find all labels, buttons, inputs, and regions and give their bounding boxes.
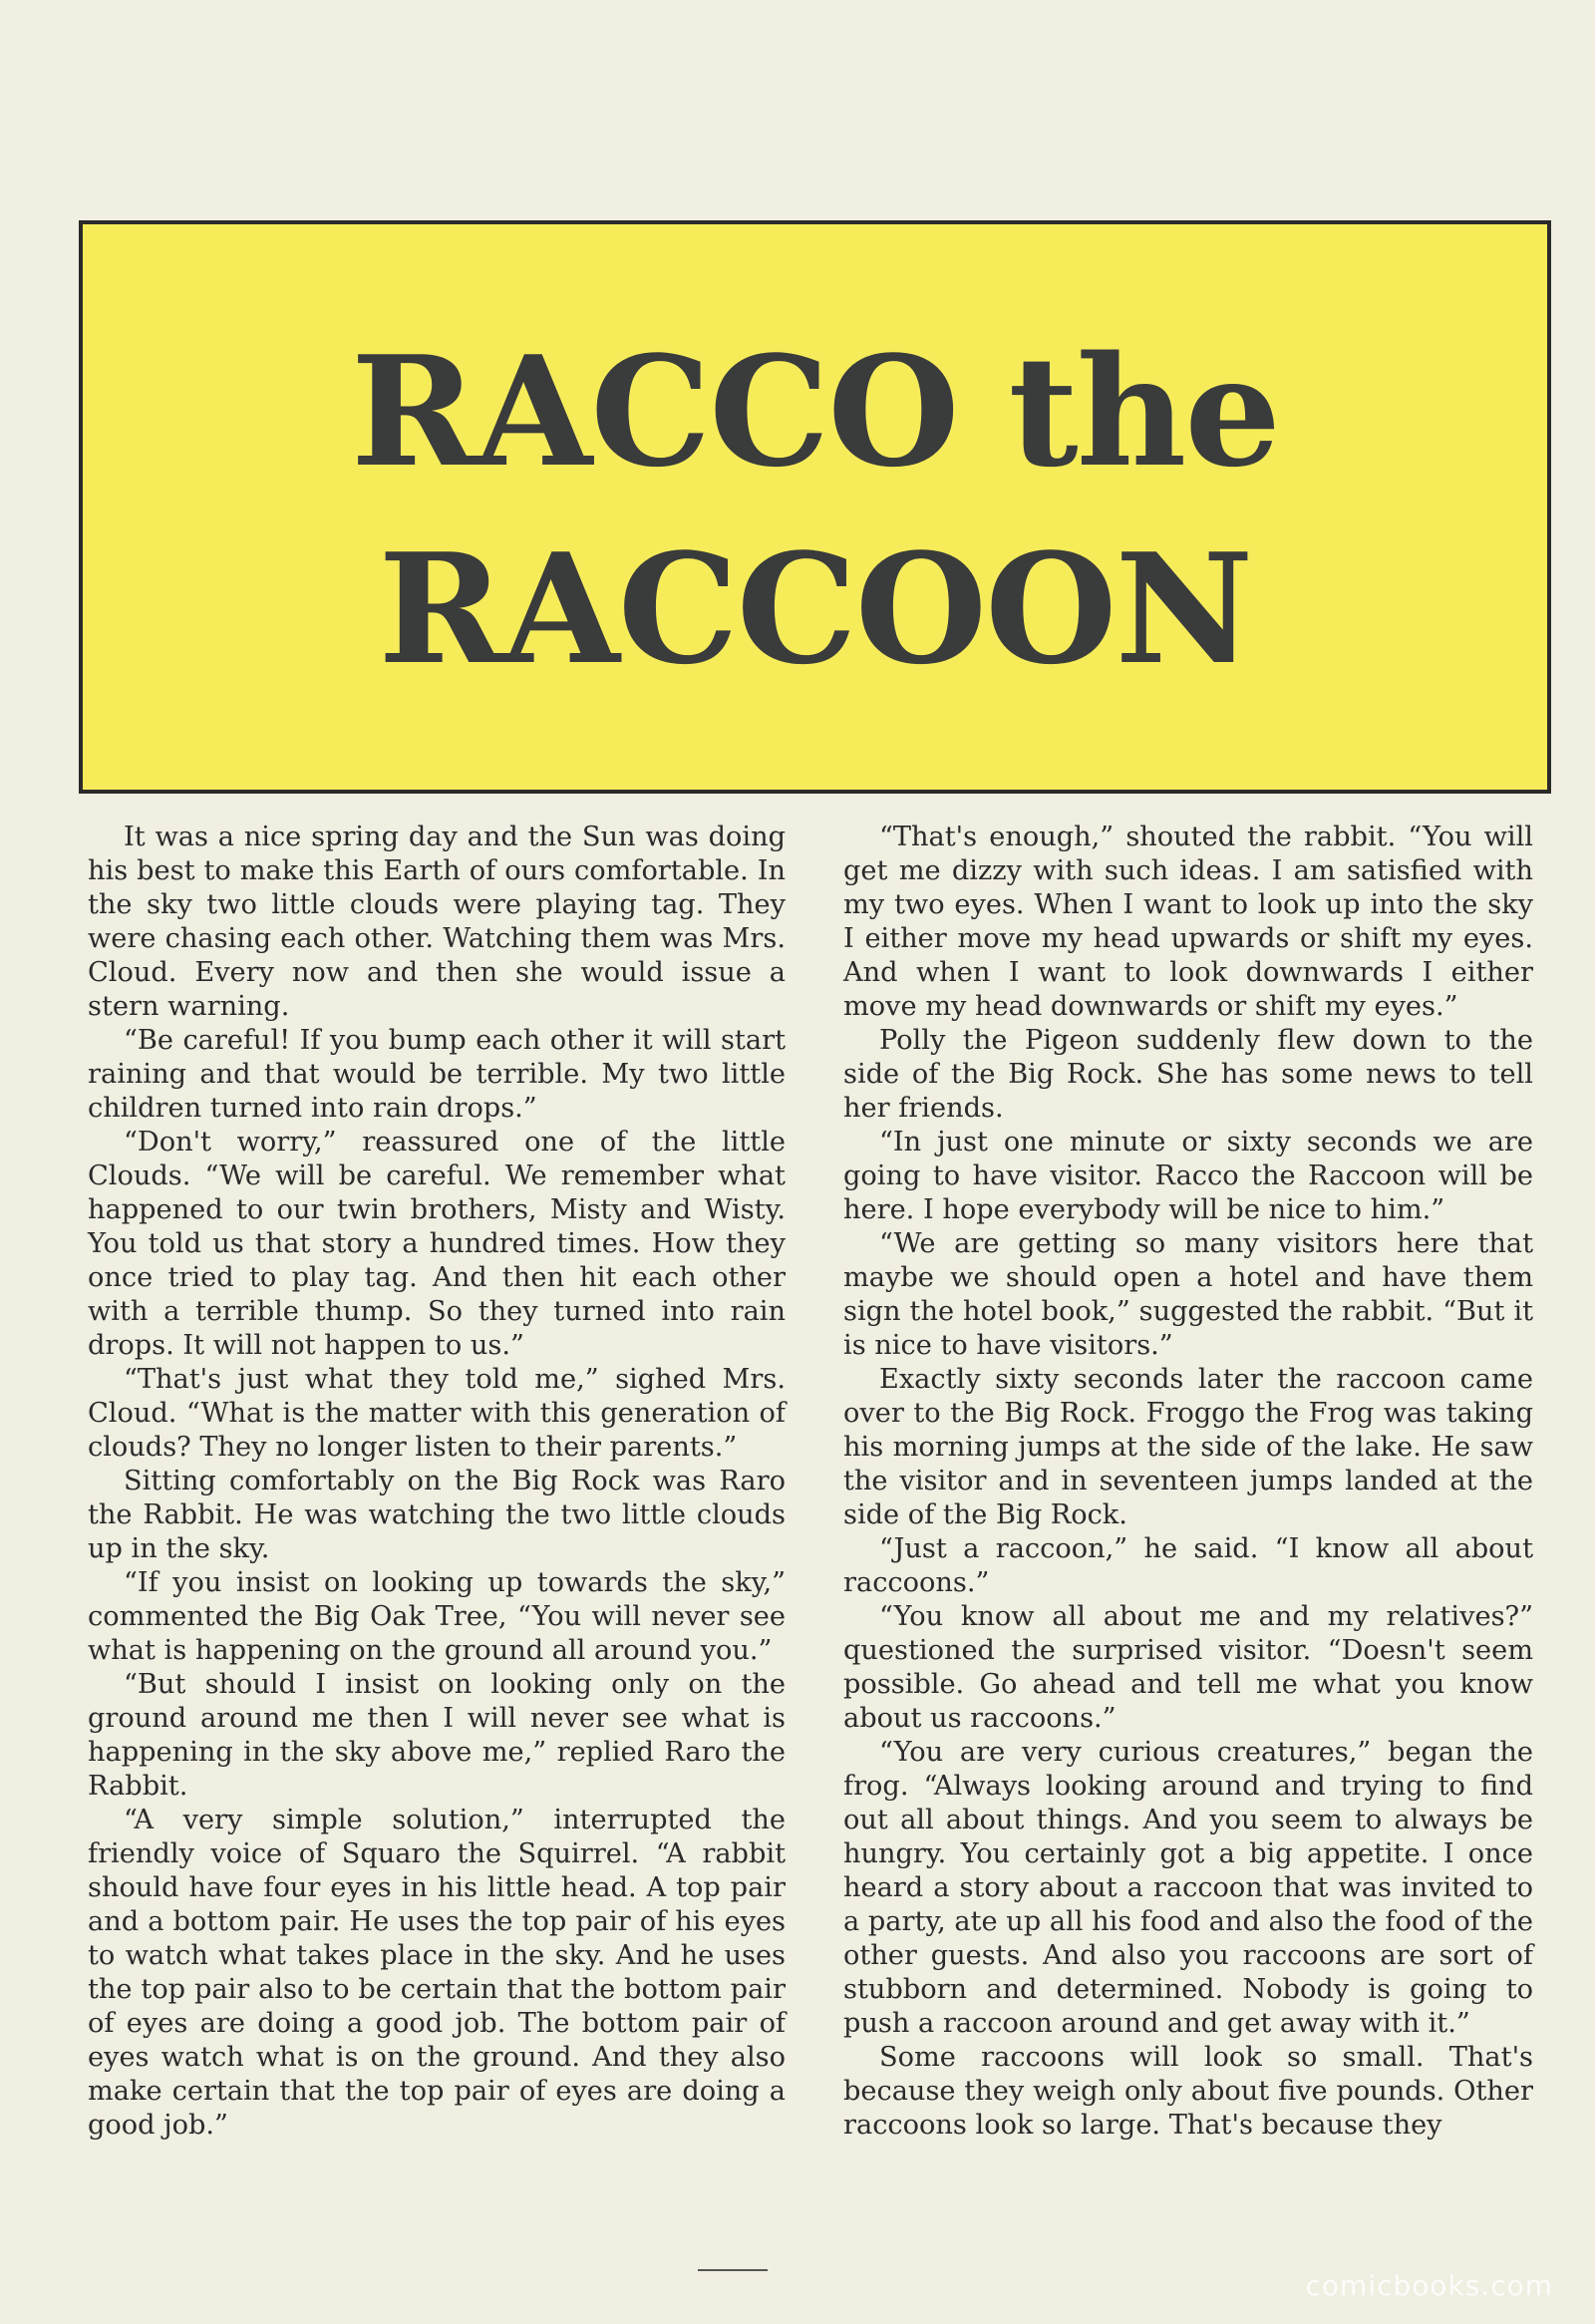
paragraph: “Just a raccoon,” he said. “I know all about raccoons.” bbox=[843, 1533, 1533, 1598]
paragraph: It was a nice spring day and the Sun was doing his best to make this Earth of ours comfortable. In the sky two little clouds were playing tag. They were chasing each other. Watching them was Mrs. Cloud. Every now and then she would issue a stern warning. bbox=[88, 822, 786, 1022]
paragraph: Some raccoons will look so small. That's because they weigh only about five pounds. Other raccoons look so large. That's because they bbox=[843, 2042, 1533, 2141]
paragraph: “We are getting so many visitors here that maybe we should open a hotel and have them sign the hotel book,” suggested the rabbit. “But it is nice to have visitors.” bbox=[843, 1228, 1533, 1361]
page-rule bbox=[698, 2269, 768, 2271]
paragraph: “In just one minute or sixty seconds we are going to have visitor. Racco the Raccoon will be here. I hope everybody will be nice to him.” bbox=[843, 1127, 1533, 1225]
title-banner bbox=[79, 220, 1551, 794]
paragraph: “Be careful! If you bump each other it will start raining and that would be terrible. My two little children turned into rain drops.” bbox=[88, 1025, 786, 1124]
story-body bbox=[88, 821, 1533, 2236]
paragraph: Sitting comfortably on the Big Rock was Raro the Rabbit. He was watching the two little clouds up in the sky. bbox=[88, 1466, 786, 1564]
story-title-line-1: RACCO the bbox=[351, 322, 1279, 500]
right-column bbox=[843, 821, 1533, 2236]
paragraph: “That's enough,” shouted the rabbit. “You will get me dizzy with such ideas. I am satisfied with my two eyes. When I want to look up into the sky I either move my head upwards or shift my eyes. And when I want to look downwards I either move my head downwards or shift my eyes.” bbox=[843, 822, 1533, 1022]
paragraph: Polly the Pigeon suddenly flew down to the side of the Big Rock. She has some news to tell her friends. bbox=[843, 1025, 1533, 1124]
paragraph: “A very simple solution,” interrupted the friendly voice of Squaro the Squirrel. “A rabbit should have four eyes in his little head. A top pair and a bottom pair. He uses the top pair of his eyes to watch what takes place in the sky. And he uses the top pair also to be certain that the bottom pair of eyes are doing a good job. The bottom pair of eyes watch what is on the ground. And they also make certain that the top pair of eyes are doing a good job.” bbox=[88, 1805, 786, 2141]
paragraph: “Don't worry,” reassured one of the little Clouds. “We will be careful. We remember what happened to our twin brothers, Misty and Wisty. You told us that story a hundred times. How they once tried to play tag. And then hit each other with a terrible thump. So they turned into rain drops. It will not happen to us.” bbox=[88, 1127, 786, 1361]
paragraph: “You are very curious creatures,” began the frog. “Always looking around and trying to find out all about things. And you seem to always be hungry. You certainly got a big appetite. I once heard a story about a raccoon that was invited to a party, ate up all his food and also the food of the other guests. And also you raccoons are sort of stubborn and determined. Nobody is going to push a raccoon around and get away with it.” bbox=[843, 1737, 1533, 2039]
site-watermark: comicbooks.com bbox=[1305, 2269, 1553, 2302]
paragraph: “If you insist on looking up towards the sky,” commented the Big Oak Tree, “You will never see what is happening on the ground all around you.” bbox=[88, 1567, 786, 1666]
paragraph: “But should I insist on looking only on the ground around me then I will never see what is happening in the sky above me,” replied Raro the Rabbit. bbox=[88, 1669, 786, 1802]
paragraph: “That's just what they told me,” sighed Mrs. Cloud. “What is the matter with this generation of clouds? They no longer listen to their parents.” bbox=[88, 1364, 786, 1463]
left-column bbox=[88, 821, 786, 2236]
paragraph: Exactly sixty seconds later the raccoon came over to the Big Rock. Froggo the Frog was taking his morning jumps at the side of the lake. He saw the visitor and in seventeen jumps landed at the side of the Big Rock. bbox=[843, 1364, 1533, 1530]
paragraph: “You know all about me and my relatives?” questioned the surprised visitor. “Doesn't seem possible. Go ahead and tell me what you know about us raccoons.” bbox=[843, 1601, 1533, 1734]
story-title-line-2: RACCOON bbox=[378, 519, 1252, 698]
